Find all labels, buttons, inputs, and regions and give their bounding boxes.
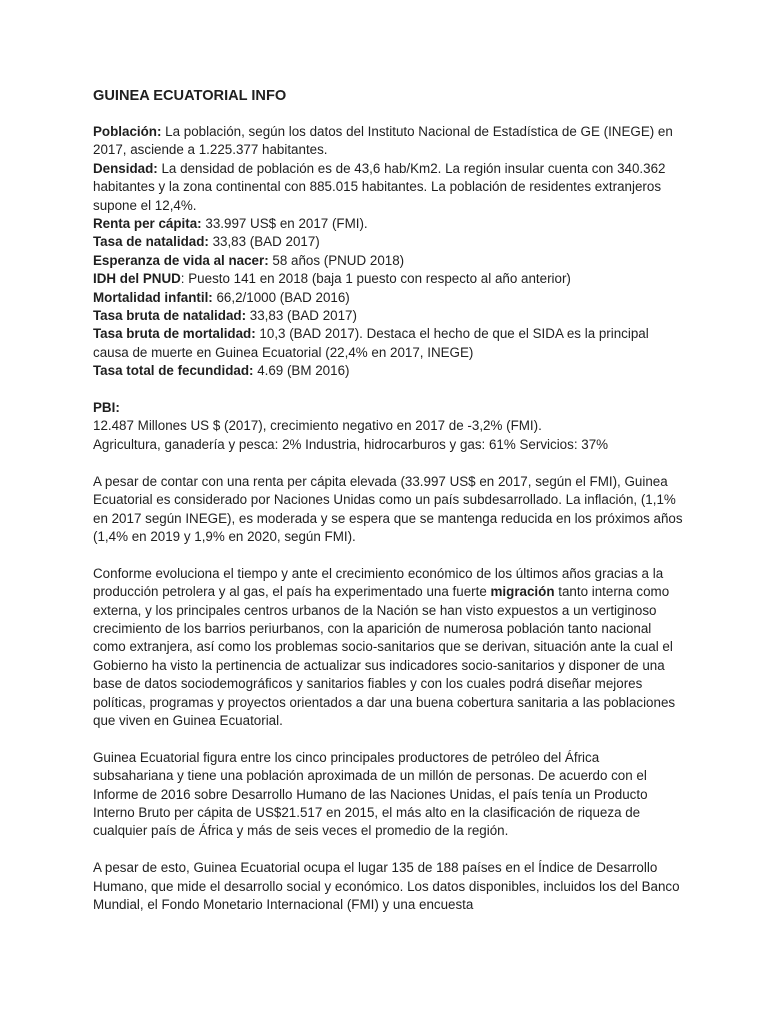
stat-text: 66,2/1000 (BAD 2016) [212,289,350,305]
stat-label: Tasa total de fecundidad: [93,363,254,379]
stat-label: Población: [93,124,162,139]
stat-tasa-bruta-natalidad [93,307,683,325]
stat-mortalidad-infantil [93,289,683,307]
document-page [93,86,683,914]
keyword-migracion: migración [490,584,555,600]
stat-esperanza-vida [93,252,683,270]
stat-text: 33,83 (BAD 2017) [208,234,320,250]
stat-label: Esperanza de vida al nacer: [93,252,269,268]
stat-text: : Puesto 141 en 2018 (baja 1 puesto con respecto al año anterior) [180,271,571,287]
pbi-line-2: Agricultura, ganadería y pesca: 2% Industria, hidrocarburos y gas: 61% Servicios: 37% [93,436,609,452]
stat-text: 33,83 (BAD 2017) [246,308,357,324]
paragraph-petroleo: Guinea Ecuatorial figura entre los cinco principales productores de petróleo del África subsahariana y tiene una población aproximada de un millón de personas. De acuerdo con el Informe de 2016 sobre Desarrollo Humano de las Naciones Unidas, el país tenía un Producto Interno Bruto per cápita de US$21.517 en 2015, el más alto en la clasificación de riqueza de cualquier país de África y más de seis veces el promedio de la región. [93,749,648,839]
stat-idh [93,270,683,288]
stat-label: Tasa bruta de mortalidad: [93,326,256,342]
paragraph-renta: A pesar de contar con una renta per cápita elevada (33.997 US$ en 2017, según el FMI), Guinea Ecuatorial es considerado por Naciones Unidas como un país subdesarrollado. La inflación, (1,1% en 2017 según INEGE), es moderada y se espera que se mantenga reducida en los próximos años (1,4% en 2019 y 1,9% en 2020, según FMI). [93,473,683,544]
stat-label: Tasa de natalidad: [93,234,209,250]
stat-label: Densidad: [93,160,158,176]
stat-densidad [93,160,683,215]
document-title: GUINEA ECUATORIAL INFO [93,88,287,104]
stat-text: 10,3 (BAD 2017). Destaca el hecho de que el SIDA es la principal causa de muerte en Guinea Ecuatorial (22,4% en 2017, INEGE) [93,326,649,360]
paragraph-text: tanto interna como externa, y los principales centros urbanos de la Nación se han visto expuestos a un vertiginoso crecimiento de los barrios periurbanos, con la aparición de numerosa población tanto nacional como extranjera, así como los problemas socio-sanitarios que se derivan, situación ante la cual el Gobierno ha visto la pertinencia de actualizar sus indicadores socio-sanitarios y disponer de una base de datos sociodemográficos y sanitarios fiables y con los cuales podrá diseñar mejores políticas, programas y proyectos orientados a dar una buena cobertura sanitaria a las poblaciones que viven en Guinea Ecuatorial. [93,584,676,728]
stat-text: 58 años (PNUD 2018) [268,252,405,268]
stat-label: Renta per cápita: [93,216,202,232]
paragraph-idh: A pesar de esto, Guinea Ecuatorial ocupa el lugar 135 de 188 países en el Índice de Desarrollo Humano, que mide el desarrollo social y económico. Los datos disponibles, incluidos los del Banco Mundial, el Fondo Monetario Internacional (FMI) y una encuesta [93,860,680,912]
paragraph-text: Conforme evoluciona el tiempo y ante el crecimiento económico de los últimos años gracias a la producción petrolera y al gas, el país ha experimentado una fuerte [93,565,664,600]
stat-text: La población, según los datos del Instituto Nacional de Estadística de GE (INEGE) en 2017, asciende a 1.225.377 habitantes. [93,124,673,158]
stat-label: IDH del PNUD [93,271,181,287]
stat-label: Mortalidad infantil: [93,289,213,305]
pbi-line-1: 12.487 Millones US $ (2017), crecimiento negativo en 2017 de -3,2% (FMI). [93,418,542,434]
stat-text: 4.69 (BM 2016) [253,363,350,379]
stat-label: Tasa bruta de natalidad: [93,308,247,324]
stat-text: 33.997 US$ en 2017 (FMI). [201,216,368,232]
stats-list [93,123,683,381]
stat-natalidad [93,233,683,251]
pbi-section [93,399,683,454]
stat-fecundidad [93,362,683,380]
stat-text: La densidad de población es de 43,6 hab/Km2. La región insular cuenta con 340.362 habitantes y la zona continental con 885.015 habitantes. La población de residentes extranjeros supone el 12,4%. [93,160,666,213]
stat-renta [93,215,683,233]
stat-tasa-bruta-mortalidad [93,325,683,362]
paragraph-migracion [93,565,683,731]
pbi-label: PBI: [93,400,120,416]
stat-poblacion [93,123,683,160]
